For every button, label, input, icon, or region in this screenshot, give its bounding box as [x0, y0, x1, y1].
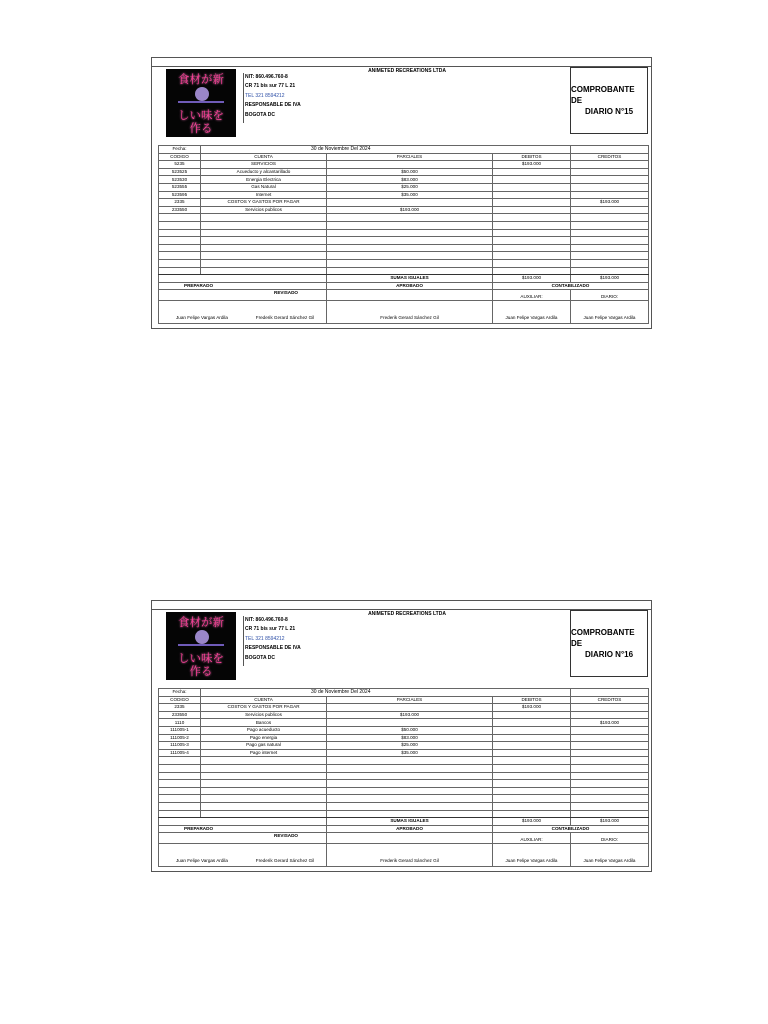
cuenta-cell: Pago internet	[201, 749, 327, 757]
creditos-cell	[571, 168, 649, 176]
table-row	[159, 183, 649, 191]
revisado-label: REVISADO	[159, 290, 327, 301]
creditos-cell: $193.000	[571, 199, 649, 207]
cuenta-cell: COSTOS Y GASTOS POR PAGAR	[201, 199, 327, 207]
auxiliar-label: AUXILIAR:	[493, 290, 571, 301]
date-row	[159, 146, 649, 154]
signatures-row	[159, 301, 649, 324]
codigo-cell: 111005-1	[159, 726, 201, 734]
codigo-cell: 523525	[159, 168, 201, 176]
approvals-header-row	[159, 282, 649, 290]
creditos-cell	[571, 206, 649, 214]
approvals-header-row	[159, 825, 649, 833]
codigo-cell: 2335	[159, 704, 201, 712]
fecha-label: Fecha:	[159, 689, 201, 697]
fecha-value: 30 de Noviembre Del 2024	[201, 689, 571, 697]
sumas-label: SUMAS IGUALES	[327, 275, 493, 283]
contabilizado-label: CONTABILIZADO	[493, 282, 649, 290]
aprobado-label: APROBADO	[327, 825, 493, 833]
empty-row	[159, 810, 649, 818]
logo-text: 食材が新	[178, 615, 224, 629]
empty-row	[159, 252, 649, 260]
aprobado-label: APROBADO	[327, 282, 493, 290]
revisado-label: REVISADO	[159, 833, 327, 844]
creditos-cell	[571, 726, 649, 734]
debitos-cell	[493, 719, 571, 727]
debitos-cell	[493, 749, 571, 757]
parciales-header: PARCIALES	[327, 696, 493, 704]
parciales-cell: $50.000	[327, 726, 493, 734]
company-logo	[166, 612, 236, 680]
cuenta-header: CUENTA	[201, 696, 327, 704]
codigo-cell: 1110	[159, 719, 201, 727]
creditos-header: CREDITOS	[571, 153, 649, 161]
creditos-cell	[571, 161, 649, 169]
debitos-header: DEBITOS	[493, 696, 571, 704]
codigo-cell: 111005-4	[159, 749, 201, 757]
cuenta-cell: Acueducto y alcantarillado	[201, 168, 327, 176]
parciales-cell: $35.000	[327, 749, 493, 757]
diario-label: DIARIO:	[571, 290, 649, 301]
empty-row	[159, 787, 649, 795]
telephone: TEL 321 8594212	[245, 635, 285, 642]
logo-text: 作る	[189, 121, 213, 135]
cuenta-cell: Pago gas natural	[201, 742, 327, 750]
company-name: ANIMETED RECREATIONS LTDA	[368, 68, 446, 74]
cuenta-cell: Internet	[201, 191, 327, 199]
logo-text: しい味を	[178, 651, 224, 665]
debitos-cell	[493, 199, 571, 207]
logo-emblem-icon	[195, 630, 209, 644]
empty-row	[159, 267, 649, 275]
cuenta-cell: Bancos	[201, 719, 327, 727]
cuenta-cell: Pago energia	[201, 734, 327, 742]
codigo-cell: 5235	[159, 161, 201, 169]
creditos-cell	[571, 749, 649, 757]
title-line: COMPROBANTE DE	[571, 85, 635, 105]
empty-row	[159, 229, 649, 237]
sumas-debitos: $193.000	[493, 275, 571, 283]
logo-text: 作る	[189, 664, 213, 678]
table-row	[159, 176, 649, 184]
logo-text: 食材が新	[178, 72, 224, 86]
table-row	[159, 704, 649, 712]
iva-status: RESPONSABLE DE IVA	[245, 102, 301, 109]
creditos-cell	[571, 704, 649, 712]
voucher-number: DIARIO N°15	[584, 107, 634, 116]
journal-voucher	[151, 57, 652, 329]
empty-row	[159, 221, 649, 229]
cuenta-cell: COSTOS Y GASTOS POR PAGAR	[201, 704, 327, 712]
address: CR 71 bis sur 77 L 21	[245, 83, 296, 90]
preparado-label: PREPARADO	[159, 825, 327, 833]
table-row	[159, 191, 649, 199]
iva-status: RESPONSABLE DE IVA	[245, 645, 301, 652]
table-row	[159, 168, 649, 176]
empty-row	[159, 259, 649, 267]
cuenta-header: CUENTA	[201, 153, 327, 161]
parciales-cell: $83.000	[327, 176, 493, 184]
header-row	[159, 153, 649, 161]
signature-auxiliar: Juan Felipe Vargas Ardila	[493, 301, 571, 324]
company-info	[243, 616, 395, 666]
parciales-header: PARCIALES	[327, 153, 493, 161]
table-row	[159, 742, 649, 750]
city: BOGOTA DC	[245, 111, 275, 118]
debitos-header: DEBITOS	[493, 153, 571, 161]
sumas-creditos: $193.000	[571, 818, 649, 826]
preparado-label: PREPARADO	[159, 282, 327, 290]
empty-row	[159, 772, 649, 780]
codigo-cell: 233550	[159, 711, 201, 719]
creditos-cell	[571, 711, 649, 719]
cuenta-cell: Servicios publicos	[201, 206, 327, 214]
parciales-cell: $50.000	[327, 168, 493, 176]
debitos-cell	[493, 742, 571, 750]
debitos-cell	[493, 726, 571, 734]
empty-row	[159, 780, 649, 788]
nit: NIT: 860.496.760-8	[245, 617, 288, 623]
journal-voucher	[151, 600, 652, 872]
signature-diario: Juan Felipe Vargas Ardila	[571, 301, 649, 324]
cuenta-cell: Energia Electrica	[201, 176, 327, 184]
parciales-cell	[327, 704, 493, 712]
codigo-header: CODIGO	[159, 696, 201, 704]
entries-table	[158, 688, 649, 867]
codigo-cell: 111005-3	[159, 742, 201, 750]
codigo-cell: 2335	[159, 199, 201, 207]
logo-emblem-icon	[195, 87, 209, 101]
table-row	[159, 711, 649, 719]
debitos-cell	[493, 711, 571, 719]
entries-table	[158, 145, 649, 324]
company-logo	[166, 69, 236, 137]
empty-row	[159, 795, 649, 803]
company-name: ANIMETED RECREATIONS LTDA	[368, 611, 446, 617]
debitos-cell	[493, 191, 571, 199]
codigo-cell: 111005-2	[159, 734, 201, 742]
empty-row	[159, 237, 649, 245]
codigo-cell: 523530	[159, 176, 201, 184]
empty-row	[159, 757, 649, 765]
sumas-label: SUMAS IGUALES	[327, 818, 493, 826]
company-info	[243, 73, 395, 123]
nit: NIT: 860.496.760-8	[245, 74, 288, 80]
creditos-cell	[571, 191, 649, 199]
debitos-cell: $193.000	[493, 704, 571, 712]
creditos-cell: $193.000	[571, 719, 649, 727]
debitos-cell	[493, 734, 571, 742]
signature-aprobado: Frederik Gerard Sánchez Gil	[327, 844, 493, 867]
table-row	[159, 734, 649, 742]
parciales-cell	[327, 161, 493, 169]
signature-auxiliar: Juan Felipe Vargas Ardila	[493, 844, 571, 867]
parciales-cell: $83.000	[327, 734, 493, 742]
creditos-cell	[571, 742, 649, 750]
empty-row	[159, 244, 649, 252]
empty-row	[159, 802, 649, 810]
approvals-subheader-row	[159, 833, 649, 844]
parciales-cell	[327, 199, 493, 207]
parciales-cell	[327, 719, 493, 727]
voucher-number: DIARIO N°16	[584, 650, 634, 659]
signatures-row	[159, 844, 649, 867]
totals-row	[159, 275, 649, 283]
city: BOGOTA DC	[245, 654, 275, 661]
cuenta-cell: Servicios publicos	[201, 711, 327, 719]
parciales-cell: $25.000	[327, 183, 493, 191]
table-row	[159, 726, 649, 734]
auxiliar-label: AUXILIAR:	[493, 833, 571, 844]
debitos-cell	[493, 206, 571, 214]
debitos-cell	[493, 176, 571, 184]
voucher-title	[570, 610, 648, 677]
contabilizado-label: CONTABILIZADO	[493, 825, 649, 833]
table-row	[159, 206, 649, 214]
debitos-cell: $193.000	[493, 161, 571, 169]
creditos-cell	[571, 183, 649, 191]
logo-bar	[178, 644, 224, 646]
codigo-cell: 523595	[159, 191, 201, 199]
parciales-cell: $193.000	[327, 206, 493, 214]
date-row	[159, 689, 649, 697]
empty-row	[159, 764, 649, 772]
debitos-cell	[493, 168, 571, 176]
table-row	[159, 199, 649, 207]
diario-label: DIARIO:	[571, 833, 649, 844]
title-line: COMPROBANTE DE	[571, 628, 635, 648]
approvals-subheader-row	[159, 290, 649, 301]
totals-row	[159, 818, 649, 826]
fecha-label: Fecha:	[159, 146, 201, 154]
creditos-header: CREDITOS	[571, 696, 649, 704]
empty-row	[159, 214, 649, 222]
cuenta-cell: Pago acueducto	[201, 726, 327, 734]
telephone: TEL 321 8594212	[245, 92, 285, 99]
signature-preparado: Juan Felipe Vargas Ardila	[175, 858, 228, 864]
table-row	[159, 749, 649, 757]
table-row	[159, 719, 649, 727]
signature-revisado: Frederik Gerard Sánchez Gil	[255, 858, 315, 864]
table-row	[159, 161, 649, 169]
sumas-creditos: $193.000	[571, 275, 649, 283]
parciales-cell: $35.000	[327, 191, 493, 199]
signature-preparado: Juan Felipe Vargas Ardila	[175, 315, 228, 321]
logo-text: しい味を	[178, 108, 224, 122]
cuenta-cell: SERVICIOS	[201, 161, 327, 169]
creditos-cell	[571, 176, 649, 184]
voucher-title	[570, 67, 648, 134]
signature-diario: Juan Felipe Vargas Ardila	[571, 844, 649, 867]
logo-bar	[178, 101, 224, 103]
fecha-value: 30 de Noviembre Del 2024	[201, 146, 571, 154]
signature-revisado: Frederik Gerard Sánchez Gil	[255, 315, 315, 321]
address: CR 71 bis sur 77 L 21	[245, 626, 296, 633]
signature-aprobado: Frederik Gerard Sánchez Gil	[327, 301, 493, 324]
parciales-cell: $25.000	[327, 742, 493, 750]
parciales-cell: $193.000	[327, 711, 493, 719]
codigo-cell: 233550	[159, 206, 201, 214]
sumas-debitos: $193.000	[493, 818, 571, 826]
codigo-header: CODIGO	[159, 153, 201, 161]
cuenta-cell: Gas Natural	[201, 183, 327, 191]
header-row	[159, 696, 649, 704]
creditos-cell	[571, 734, 649, 742]
debitos-cell	[493, 183, 571, 191]
codigo-cell: 523555	[159, 183, 201, 191]
